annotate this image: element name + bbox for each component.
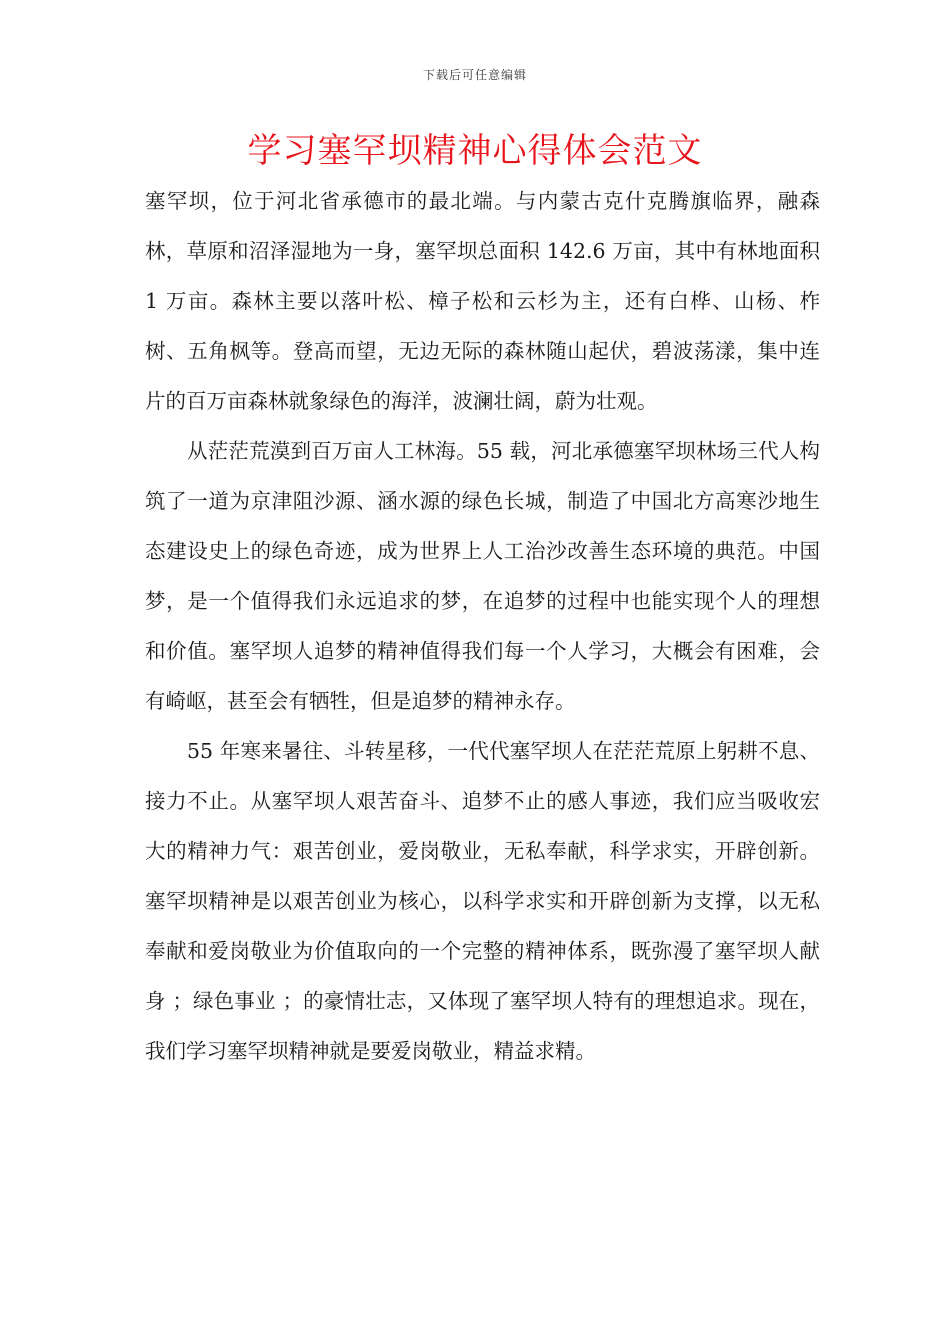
- paragraph-3: 55 年寒来暑往、斗转星移，一代代塞罕坝人在茫茫荒原上躬耕不息、接力不止。从塞罕坝人艰苦奋斗、追梦不止的感人事迹，我们应当吸收宏大的精神力气：艰苦创业，爱岗敬业，无私奉献，科学求实，开辟创新。塞罕坝精神是以艰苦创业为核心，以科学求实和开辟创新为支撑，以无私奉献和爱岗敬业为价值取向的一个完整的精神体系，既弥漫了塞罕坝人献身 ；绿色事业 ；的豪情壮志，又体现了塞罕坝人特有的理想追求。现在，我们学习塞罕坝精神就是要爱岗敬业，精益求精。: [145, 739, 820, 1063]
- document-body: [145, 176, 820, 1076]
- document-title: 学习塞罕坝精神心得体会范文: [247, 131, 703, 171]
- paragraph-2: 从茫茫荒漠到百万亩人工林海。55 载，河北承德塞罕坝林场三代人构筑了一道为京津阻沙源、涵水源的绿色长城，制造了中国北方高寒沙地生态建设史上的绿色奇迹，成为世界上人工治沙改善生态环境的典范。中国梦，是一个值得我们永远追求的梦，在追梦的过程中也能实现个人的理想和价值。塞罕坝人追梦的精神值得我们每一个人学习，大概会有困难，会有崎岖，甚至会有牺牲，但是追梦的精神永存。: [145, 439, 820, 713]
- download-note: 下载后可任意编辑: [422, 68, 527, 82]
- paragraph-1: 塞罕坝，位于河北省承德市的最北端。与内蒙古克什克腾旗临界，融森林，草原和沼泽湿地为一身，塞罕坝总面积 142.6 万亩，其中有林地面积 1 万亩。森林主要以落叶松、樟子松和云杉为主，还有白桦、山杨、柞树、五角枫等。登高而望，无边无际的森林随山起伏，碧波荡漾，集中连片的百万亩森林就象绿色的海洋，波澜壮阔，蔚为壮观。: [145, 189, 820, 413]
